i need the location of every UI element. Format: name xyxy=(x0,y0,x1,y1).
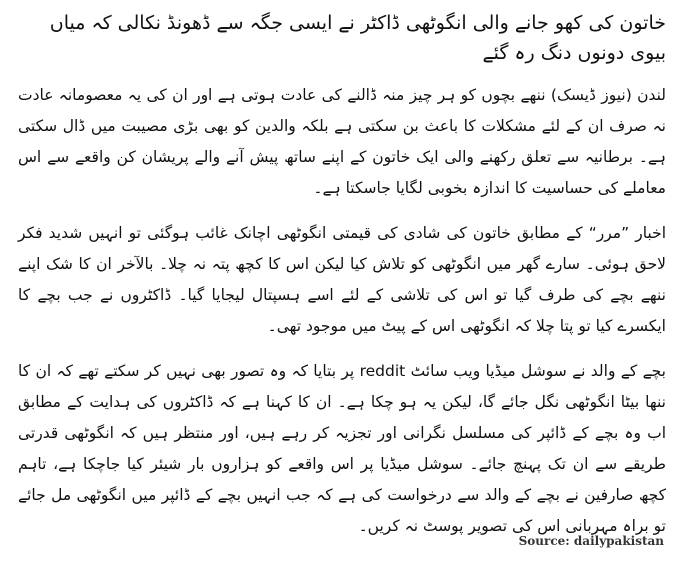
paragraph: لندن (نیوز ڈیسک) ننھے بچوں کو ہر چیز منہ ڈالنے کی عادت ہوتی ہے اور ان کی یہ معصومانہ عادت نہ صرف ان کے لئے مشکلات کا باعث بن سکتی ہے بلکہ والدین کو بھی بڑی مصیبت میں ڈال سکتی ہے۔ برطانیہ سے تعلق رکھنے والی ایک خاتون کے اپنے ساتھ پیش آنے والے پریشان کن واقعے سے اس معاملے کی حساسیت کا اندازہ بخوبی لگایا جاسکتا ہے۔ xyxy=(18,86,666,197)
source-credit: Source: dailypakistan xyxy=(518,534,664,548)
paragraph: اخبار ”مرر“ کے مطابق خاتون کی شادی کی قیمتی انگوٹھی اچانک غائب ہوگئی تو انہیں شدید فکر لاحق ہوئی۔ سارے گھر میں انگوٹھی کو تلاش کیا لیکن اس کا کچھ پتہ نہ چلا۔ بالآخر ان کا شک اپنے ننھے بچے کی طرف گیا تو اس کی تلاشی کے لئے اسے ہسپتال لیجایا گیا۔ ڈاکٹروں نے جب بچے کا ایکسرے کیا تو پتا چلا کہ انگوٹھی اس کے پیٹ میں موجود تھی۔ xyxy=(18,224,666,335)
paragraph: بچے کے والد نے سوشل میڈیا ویب سائٹ reddit پر بتایا کہ وہ تصور بھی نہیں کر سکتے تھے کہ ان کا ننھا بیٹا انگوٹھی نگل جائے گا، لیکن یہ ہو چکا ہے۔ ان کا کہنا ہے کہ ڈاکٹروں کی ہدایت کے مطابق اب وہ بچے کے ڈائپر کی مسلسل نگرانی اور تجزیہ کر رہے ہیں، اور منتظر ہیں کہ انگوٹھی قدرتی طریقے سے ان تک پہنچ جائے۔ سوشل میڈیا پر اس واقعے کو ہزاروں بار شیئر کیا جاچکا ہے، تاہم کچھ صارفین نے بچے کے والد سے درخواست کی ہے کہ جب انہیں بچے کے ڈائپر میں انگوٹھی مل جائے تو براہ مہربانی اس کی تصویر پوسٹ نہ کریں۔ xyxy=(18,362,666,535)
article xyxy=(18,8,666,556)
headline: خاتون کی کھو جانے والی انگوٹھی ڈاکٹر نے ایسی جگہ سے ڈھونڈ نکالی کہ میاں بیوی دونوں دنگ رہ گئے xyxy=(49,12,666,64)
